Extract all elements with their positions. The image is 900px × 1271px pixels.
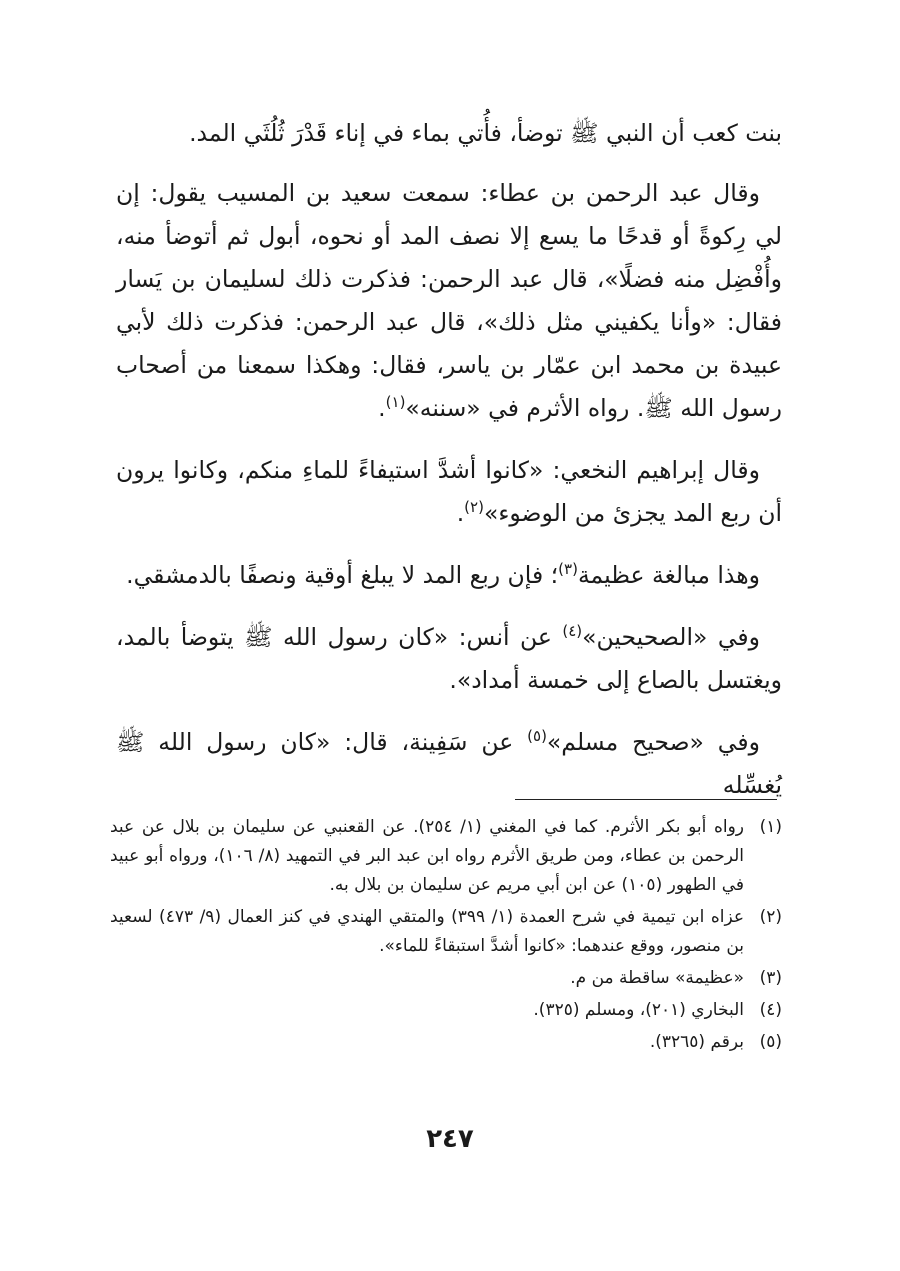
paragraph-4-text-b: ؛ فإن ربع المد لا يبلغ أوقية ونصفًا بالدمشقي. (126, 561, 559, 589)
main-text (116, 112, 782, 826)
footnotes (110, 813, 782, 1060)
footnote-number: (٢) (759, 907, 782, 927)
footnote-item (110, 964, 782, 993)
paragraph-6-text-a: وفي «صحيح مسلم» (546, 728, 760, 756)
paragraph-4 (116, 554, 782, 597)
footnote-text: رواه أبو بكر الأثرم. كما في المغني (١/ ٢٥٤). عن القعنبي عن سليمان بن بلال عن عبد الرحمن بن عطاء، ومن طريق الأثرم رواه ابن عبد البر في التمهيد (٨/ ١٠٦)، ورواه أبو عبيد في الطهور (١٠٥) عن ابن أبي مريم عن سليمان بن بلال به. (110, 817, 744, 895)
paragraph-4-text-a: وهذا مبالغة عظيمة (577, 561, 760, 589)
footnote-number: (٥) (759, 1032, 782, 1052)
paragraph-1 (116, 112, 782, 155)
footnote-text: عزاه ابن تيمية في شرح العمدة (١/ ٣٩٩) والمتقي الهندي في كنز العمال (٩/ ٤٧٣) لسعيد بن منصور، ووقع عندهما: «كانوا أشدَّ استبقاءً للماء». (110, 907, 744, 956)
footnote-ref-3[interactable]: (٣) (558, 560, 578, 579)
paragraph-1-text: بنت كعب أن النبي ﷺ توضأ، فأُتي بماء في إناء قَدْرَ ثُلُثَي المد. (189, 119, 782, 147)
paragraph-2 (116, 172, 782, 430)
paragraph-3-end: . (456, 499, 465, 527)
footnote-item (110, 813, 782, 900)
footnote-ref-5[interactable]: (٥) (527, 727, 547, 746)
paragraph-6 (116, 721, 782, 807)
paragraph-3-text: وقال إبراهيم النخعي: «كانوا أشدَّ استيفاءً للماءِ منكم، وكانوا يرون أن ربع المد يجزئ من الوضوء» (116, 456, 782, 527)
footnote-number: (١) (759, 817, 782, 837)
footnote-text: برقم (٣٢٦٥). (649, 1032, 744, 1052)
paragraph-2-text: وقال عبد الرحمن بن عطاء: سمعت سعيد بن المسيب يقول: إن لي رِكوةً أو قدحًا ما يسع إلا نصف المد أو نحوه، أبول ثم أتوضأ منه، وأُفْضِل منه فضلًا»، قال عبد الرحمن: فذكرت ذلك لسليمان بن يَسار فقال: «وأنا يكفيني مثل ذلك»، قال عبد الرحمن: فذكرت ذلك لأبي عبيدة بن محمد ابن عمّار بن ياسر، فقال: وهكذا سمعنا من أصحاب رسول الله ﷺ. رواه الأثرم في «سننه» (116, 179, 782, 422)
footnote-text: «عظيمة» ساقطة من م. (570, 968, 744, 988)
footnote-item (110, 1028, 782, 1057)
paragraph-3 (116, 449, 782, 535)
footnote-item (110, 996, 782, 1025)
footnote-ref-1[interactable]: (١) (385, 393, 406, 412)
footnote-item (110, 903, 782, 961)
footnote-divider (515, 799, 777, 800)
paragraph-5-text-b: عن أنس: «كان رسول الله ﷺ يتوضأ بالمد، ويغتسل بالصاع إلى خمسة أمداد». (116, 623, 782, 694)
paragraph-5 (116, 616, 782, 702)
footnote-text: البخاري (٢٠١)، ومسلم (٣٢٥). (533, 1000, 744, 1020)
paragraph-5-text-a: وفي «الصحيحين» (582, 623, 760, 651)
footnote-ref-2[interactable]: (٢) (464, 498, 484, 517)
footnote-number: (٤) (759, 1000, 782, 1020)
paragraph-6-text-b: عن سَفِينة، قال: «كان رسول الله ﷺ يُغسِّله (116, 728, 782, 799)
paragraph-2-end: . (378, 394, 386, 422)
footnote-ref-4[interactable]: (٤) (562, 622, 583, 641)
footnote-number: (٣) (759, 968, 782, 988)
page-number: ٢٤٧ (426, 1124, 474, 1154)
